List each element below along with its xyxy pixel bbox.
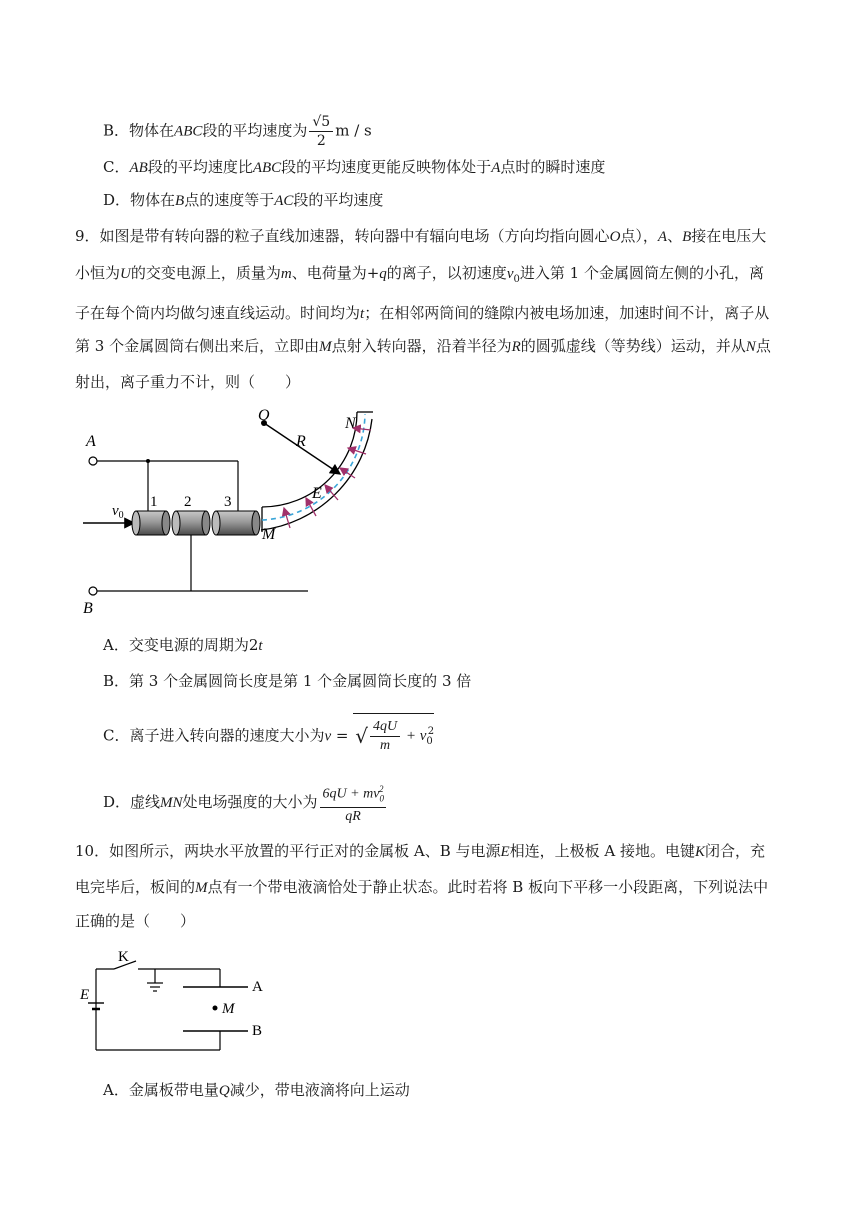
q9-option-a-var: t <box>258 638 263 654</box>
q10-text: 电完毕后，板间的 <box>75 878 196 896</box>
q9-var-b: B <box>682 229 692 245</box>
q9-accelerator-figure <box>78 408 388 618</box>
q10-stem-line2 <box>75 876 768 899</box>
q10-var-e: E <box>500 844 510 860</box>
q8-option-c-text3: 点时的瞬时速度 <box>500 158 606 176</box>
q9-text: ；在相邻两筒间的缝隙内被电场加速，加速时间不计，离子从 <box>364 304 770 322</box>
q9-var-o: O <box>609 229 621 245</box>
q9-var-m-point: M <box>319 339 332 355</box>
fig-label-3: 3 <box>224 494 232 510</box>
q8-option-c-seg2: ABC <box>252 160 282 176</box>
q9-option-a-value: 2 <box>248 636 259 654</box>
q9-option-c <box>103 713 434 760</box>
q9-option-d-text2: 处电场强度的大小为 <box>182 793 318 812</box>
fig-label-r: R <box>296 433 306 450</box>
q10-text: 相连，上极板 A 接地。电键 <box>509 842 696 860</box>
deflector <box>261 412 373 532</box>
q9-text: 射出，离子重力不计，则（ ） <box>75 373 301 391</box>
q10-option-a-text: A．金属板带电量 <box>103 1081 219 1099</box>
q9-var-n: N <box>745 339 756 355</box>
q9-var-m: m <box>280 266 292 282</box>
q9-var-a: A <box>657 229 668 245</box>
q9-text: 、电荷量为+ <box>291 264 380 282</box>
fig-label-e: E <box>312 485 322 502</box>
q10-option-a <box>103 1079 410 1102</box>
q8-option-c-text1: 段的平均速度比 <box>147 158 253 176</box>
q8-option-d <box>103 189 383 212</box>
q8-option-b-unit: m / s <box>335 121 372 140</box>
fig-label-b: B <box>252 1023 263 1039</box>
fraction-numerator: $6qU + mv_0^2$ <box>320 780 387 808</box>
q8-option-d-text1: 点的速度等于 <box>184 191 275 209</box>
fig-label-m: M <box>222 1001 235 1017</box>
q9-stem-line5 <box>75 371 300 393</box>
q9-text: 进入第 1 个金属圆筒左侧的小孔，离 <box>519 264 764 282</box>
q9-option-c-var: v <box>324 728 332 745</box>
q9-option-d <box>103 780 388 826</box>
q10-stem-line3 <box>75 910 195 932</box>
fig-label-o: O <box>258 408 270 424</box>
q8-option-b-segment: ABC <box>174 123 203 140</box>
q9-text: 子在每个筒内均做匀速直线运动。时间均为 <box>75 304 361 322</box>
q9-text: 接在电压大 <box>691 227 767 245</box>
fig-label-a: A <box>86 433 96 450</box>
q8-option-d-text2: 段的平均速度 <box>293 191 384 209</box>
q9-option-c-text: C．离子进入转向器的速度大小为 <box>103 726 325 745</box>
q9-text: 9．如图是带有转向器的粒子直线加速器，转向器中有辐向电场（方向均指向圆心 <box>75 227 610 245</box>
q10-option-a-var: Q <box>218 1083 230 1099</box>
q8-option-b-text: B．物体在 <box>103 121 175 140</box>
q9-text: 第 3 个金属圆筒右侧出来后，立即由 <box>75 337 320 355</box>
q10-option-a-text2: 减少，带电液滴将向上运动 <box>229 1081 410 1099</box>
q9-option-d-fraction <box>320 780 387 826</box>
q9-option-a <box>103 634 263 657</box>
q8-option-c-seg1: AB <box>129 160 148 176</box>
q8-option-c <box>103 156 605 179</box>
q9-stem-line4 <box>75 335 771 358</box>
q10-text: 正确的是（ ） <box>75 912 196 930</box>
q8-option-c-label: C． <box>103 158 130 176</box>
fraction-numerator: 4qU <box>370 718 400 737</box>
fig-label-b: B <box>83 600 93 617</box>
fig-label-e: E <box>80 987 90 1003</box>
q9-option-c-eq: = <box>331 726 354 745</box>
fig-label-2: 2 <box>184 494 192 510</box>
metal-cylinder-2 <box>172 511 210 535</box>
q9-option-b-text: B．第 3 个金属圆筒长度是第 1 个金属圆筒长度的 3 倍 <box>103 672 472 690</box>
q9-text: 的圆弧虚线（等势线）运动，并从 <box>520 337 746 355</box>
q9-var-t: t <box>360 306 365 322</box>
fraction-denominator: qR <box>345 809 361 825</box>
q9-var-q: q <box>379 266 387 282</box>
terminal-a <box>89 457 97 465</box>
q10-text: 点有一个带电液滴恰处于静止状态。此时若将 B 板向下平移一小段距离，下列说法中 <box>207 878 769 896</box>
q9-text: 的交变电源上，质量为 <box>130 264 281 282</box>
q10-var-m: M <box>195 880 208 896</box>
q9-option-b <box>103 670 471 692</box>
fig-label-m: M <box>262 526 276 543</box>
terminal-b <box>89 587 97 595</box>
metal-cylinder-3 <box>212 511 260 535</box>
q9-option-c-plus: + v <box>402 728 427 744</box>
q9-stem-line2: 小恒为U的交变电源上，质量为m、电荷量为+q的离子，以初速度$v_0$进入第 1 个金属圆筒左侧的小孔，离 <box>75 264 764 285</box>
q9-var-r: R <box>511 339 521 355</box>
q10-stem-line1 <box>75 840 765 863</box>
q10-text: 10．如图所示，两块水平放置的平行正对的金属板 A、B 与电源 <box>75 842 501 860</box>
fig-label-1: 1 <box>150 494 158 510</box>
q9-stem-line1 <box>75 225 766 248</box>
fig-label-v0: $v_0$ <box>112 503 124 521</box>
fig-label-a: A <box>252 979 263 995</box>
q9-text: 点）， <box>620 227 658 245</box>
metal-cylinder-1 <box>132 511 170 535</box>
q10-var-k: K <box>695 844 706 860</box>
q10-capacitor-figure <box>78 945 278 1060</box>
q9-text: 点 <box>755 337 771 355</box>
q8-option-c-text2: 段的平均速度更能反映物体处于 <box>281 158 492 176</box>
q9-text: 小恒为 <box>75 264 121 282</box>
q9-option-d-text: D．虚线 <box>103 793 161 812</box>
q8-option-d-point: B <box>175 193 185 209</box>
q8-option-d-text: D．物体在 <box>103 191 176 209</box>
q9-var-v0: v <box>506 266 514 282</box>
q9-text: 点射入转向器，沿着半径为 <box>331 337 512 355</box>
fig-label-k: K <box>118 949 129 965</box>
q9-option-d-mn: MN <box>160 795 183 812</box>
q8-option-b <box>103 113 372 150</box>
q10-text: 闭合，充 <box>705 842 766 860</box>
q8-option-b-text2: 段的平均速度为 <box>202 121 308 140</box>
fraction-denominator: 2 <box>316 133 326 149</box>
q9-option-c-sqrt: √ $\frac{4qU}{m}$ + $v_0^2$ <box>353 713 434 760</box>
fraction-numerator: √5 <box>309 113 333 132</box>
q9-var-u: U <box>120 266 131 282</box>
q9-text: 、 <box>667 227 683 245</box>
fraction-denominator: m <box>380 737 391 753</box>
q9-option-a-text: A．交变电源的周期为 <box>103 636 249 654</box>
q8-option-c-point: A <box>491 160 501 176</box>
q8-option-d-seg: AC <box>274 193 294 209</box>
droplet-m <box>213 1006 218 1011</box>
fig-label-n: N <box>345 415 356 432</box>
q9-stem-line3 <box>75 302 769 325</box>
q9-text: 的离子，以初速度 <box>386 264 507 282</box>
q8-option-b-fraction <box>309 113 333 150</box>
